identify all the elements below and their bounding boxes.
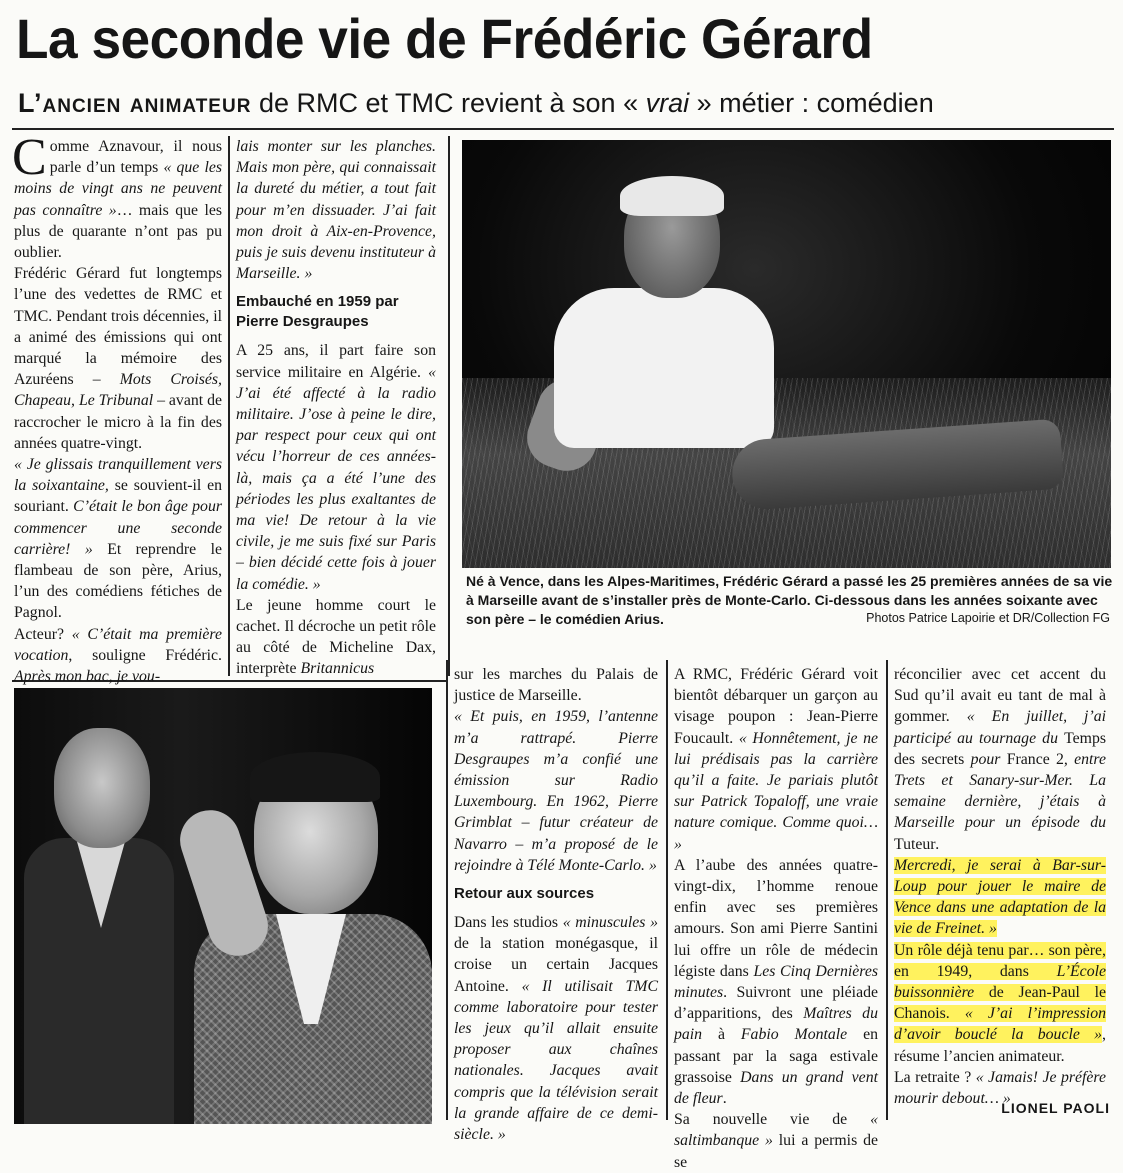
col4-title: Dans un grand vent de fleur [674, 1068, 878, 1108]
rule-col1 [228, 136, 230, 676]
column-4 [674, 664, 878, 1173]
rule-col3 [446, 660, 448, 1120]
col4-text: à [702, 1026, 741, 1044]
subhead-embauche: Embauché en 1959 par Pierre Desgraupes [236, 293, 399, 331]
photo-arius-and-son [14, 688, 432, 1124]
col1-text: Frédéric Gérard fut longtemps l’une des vedettes de RMC et TMC. Pendant trois décennies, il a animé des émissions qui ont marqué la mémoire des Azuréens – [14, 265, 222, 389]
column-1 [12, 129, 223, 687]
col5-para-2 [894, 855, 1106, 940]
col2-para-1 [236, 136, 436, 284]
rule-col5 [886, 660, 888, 1120]
col4-text: . Suivront une pléiade d’apparitions, des [674, 984, 878, 1023]
deck-quote: vrai [645, 88, 690, 118]
col4-text: en passant par la saga estivale grassoise [674, 1026, 878, 1086]
col4-para-3 [674, 1109, 878, 1173]
col1-text: omme Aznavour, il nous parle d’un temps [49, 138, 222, 177]
col3-text: Dans les studios [454, 914, 563, 932]
col1-text: , souligne Frédéric. [68, 646, 222, 664]
col5-quote: , entre Trets et Sanary-sur-Mer. La semaine dernière, j’étais à Marseille pour un épisode du [894, 750, 1106, 832]
col5-para-1 [894, 664, 1106, 855]
col1-quote: Après mon bac, je vou- [14, 668, 161, 686]
col5-quote: pour [964, 750, 1007, 768]
col3-para-3 [454, 912, 658, 1145]
photo-hair [620, 176, 724, 216]
highlighted-quote: « J’ai l’impression d’avoir bouclé la boucle » [894, 1005, 1106, 1044]
highlighted-title: L’École buissonnière [894, 962, 1106, 1002]
col4-text: lui a permis de se [674, 1132, 878, 1171]
photo-credit: Photos Patrice Lapoirie et DR/Collection FG [866, 611, 1110, 625]
col3-quote: « Et puis, en 1959, l’antenne m’a rattrapé. Pierre Desgraupes m’a confié une émission sur Radio Luxembourg. En 1962, Pierre Grimblat – futur créateur de Navarro – m’a proposé de le rejoindre à Télé Monte-Carlo. » [454, 708, 658, 874]
col4-quote: « Honnêtement, je ne lui prédisais pas la carrière qu’il a faite. Je pariais plutôt sur Patrick Topaloff, une vraie nature comique. Comme quoi… » [674, 729, 878, 853]
col2-quote: « J’ai été affecté à la radio militaire. J’ose à peine le dire, par respect pour ceux qui ont vécu l’horreur de ces années-là, mais ça a été l’une des périodes les plus exaltantes de ma vie! De retour à la vie civile, je me suis fixé sur Paris – bien décidé cette fois à jouer la comédie. » [236, 363, 436, 593]
col1-para-4 [14, 624, 222, 688]
headline: La seconde vie de Frédéric Gérard [16, 7, 873, 70]
col2-text: Le jeune homme court le cachet. Il décroche un petit rôle au côté de Micheline Dax, interprète [236, 596, 436, 678]
deck-caps: L’ancien animateur [18, 88, 252, 118]
col2-text: A 25 ans, il part faire son service militaire en Algérie. [236, 342, 436, 381]
col4-quote: « saltimbanque » [674, 1111, 878, 1150]
column-2 [236, 136, 436, 680]
rule-col4 [666, 660, 668, 1120]
photo-caption: Né à Vence, dans les Alpes-Maritimes, Frédéric Gérard a passé les 25 premières années de sa vie à Marseille avant de s’installer près de Monte-Carlo. Ci-dessous dans les années soixante avec son père – le comédien Arius. [466, 573, 1113, 627]
col1-text: Acteur? [14, 625, 72, 643]
photo-frederic-gerard-lawn [462, 140, 1111, 568]
photo2-son-hair [250, 752, 380, 802]
col4-text: Sa nouvelle vie de [674, 1111, 871, 1129]
highlighted-text: Un rôle déjà tenu par… son père, en 1949, dans [894, 941, 1106, 980]
col5-quote: . [935, 835, 940, 853]
deck [18, 86, 1118, 120]
col5-text: , résume l’ancien animateur. [894, 1026, 1106, 1065]
col4-text: . [722, 1090, 727, 1108]
col2-quote: lais monter sur les planches. Mais mon père, qui connaissait la dureté du métier, a tout fait pour m’en dissuader. J’ai fait mon droit à Aix-en-Provence, puis je suis devenu instituteur à Marseille. » [236, 138, 436, 283]
column-3 [454, 664, 658, 1145]
col1-para-3 [14, 454, 222, 624]
subhead-retour: Retour aux sources [454, 885, 595, 903]
col5-text: La retraite ? [894, 1068, 976, 1086]
rule-col2 [448, 136, 450, 676]
photo2-father-face [54, 728, 150, 848]
deck-text-1: de RMC et TMC revient à son « [251, 88, 646, 118]
col1-quote: « que les moins de vingt ans ne peuvent pas connaître » [14, 159, 223, 219]
highlighted-text: de Jean-Paul le Chanois. [894, 984, 1106, 1023]
col2-para-3 [236, 595, 436, 680]
col2-para-2 [236, 340, 436, 594]
col3-para-2 [454, 706, 658, 876]
col4-title: Les Cinq Dernières minutes [674, 962, 878, 1002]
col4-para-1 [674, 664, 878, 855]
col1-text: se souvient-il en souriant. [14, 477, 222, 516]
col1-quote: C’était le bon âge pour commencer une seconde carrière! » [14, 498, 222, 558]
col1-text: – avant de raccrocher le micro à la fin des années quatre-vingt. [14, 392, 222, 452]
col3-text: de la station monégasque, il croise un certain Jacques Antoine. [454, 935, 658, 995]
col3-para-1: sur les marches du Palais de justice de Marseille. [454, 666, 658, 705]
col5-quote: « En juillet, j’ai participé au tournage du [894, 708, 1106, 747]
col4-title: Maîtres du pain [674, 1005, 878, 1044]
col1-text: Et reprendre le flambeau de son père, Arius, l’un des comédiens fétiches de Pagnol. [14, 540, 222, 622]
col3-quote: « Il utilisait TMC comme laboratoire pour tester les jeux qu’il allait ensuite proposer aux chaînes nationales. Jacques avait compris que la télévision serait la grande affaire de ce demi-siècle. » [454, 977, 659, 1144]
dropcap: C [12, 129, 47, 186]
col5-title: Temps des secrets [894, 729, 1106, 768]
col5-title: France 2 [1006, 750, 1064, 768]
col1-quote: « C’était ma première vocation [14, 625, 222, 664]
col4-text: A RMC, Frédéric Gérard voit bientôt débarquer un garçon au visage poupon : Jean-Pierre Foucault. [674, 666, 878, 747]
col1-quote: « Je glissais tranquillement vers la soixantaine, [14, 456, 222, 495]
column-5 [894, 664, 1106, 1109]
highlighted-quote: Mercredi, je serai à Bar-sur-Loup pour jouer le maire de Vence dans une adaptation de la vie de Freinet. » [894, 856, 1106, 938]
col5-para-3 [894, 940, 1106, 1067]
col5-text: réconcilier avec cet accent du Sud qu’il avait eu tant de mal à gommer. [894, 666, 1106, 726]
col3-quote: « minuscules » [562, 914, 658, 932]
col1-text: … mais que les plus de quarante n’ont pas pu oublier. [14, 201, 222, 262]
byline: LIONEL PAOLI [1001, 1100, 1110, 1116]
col4-title: Fabio Montale [740, 1026, 848, 1044]
col5-title: Tuteur [894, 835, 936, 853]
col4-para-2 [674, 855, 878, 1109]
deck-text-2: » métier : comédien [689, 88, 934, 118]
col1-titles: Mots Croisés, Chapeau, Le Tribunal [14, 371, 222, 410]
col5-quote: « Jamais! Je préfère mourir debout… » [894, 1068, 1106, 1108]
col2-title: Britannicus [300, 660, 375, 678]
col1-para-1 [12, 129, 223, 263]
top-rule [12, 128, 1114, 130]
photo-shirt [554, 288, 774, 448]
col4-text: A l’aube des années quatre-vingt-dix, l’homme renoue enfin avec ses premières amours. Son ami Pierre Santini lui offre un rôle de médecin légiste dans [674, 856, 878, 980]
col1-para-2 [14, 263, 222, 454]
